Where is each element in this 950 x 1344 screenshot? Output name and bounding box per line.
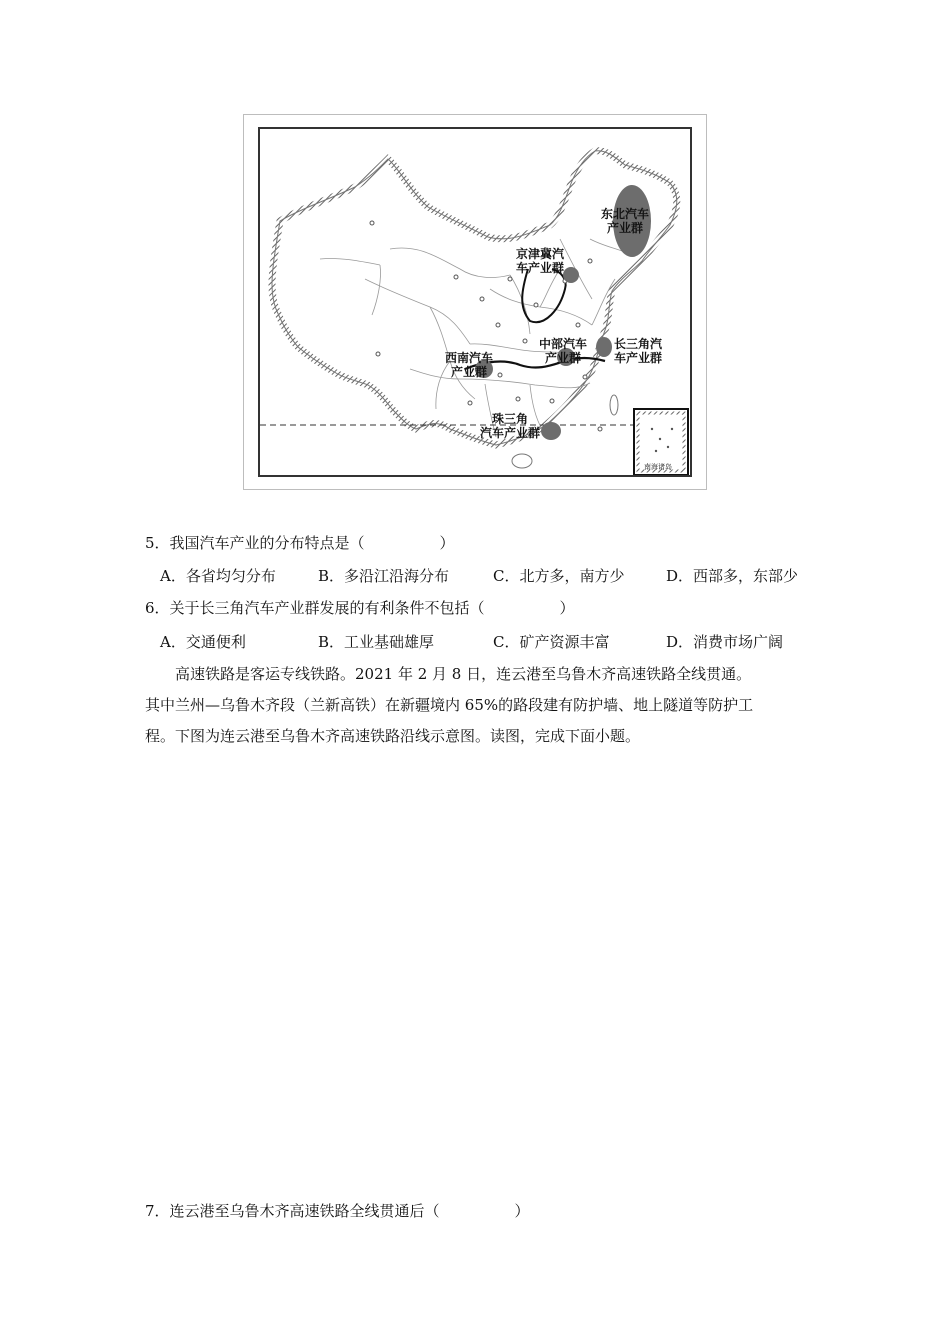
china-auto-industry-map	[243, 114, 707, 490]
label-northeast-cluster: 东北汽车 产业群	[601, 207, 650, 235]
cluster-jingjinji	[563, 267, 579, 283]
passage-line: 程。下图为连云港至乌鲁木齐高速铁路沿线示意图。读图，完成下面小题。	[145, 727, 641, 745]
question-5-option-a: A．各省均匀分布	[160, 567, 276, 585]
map-canvas	[258, 127, 692, 477]
question-6-option-a: A．交通便利	[160, 633, 246, 651]
label-yangtze-cluster: 长三角汽 车产业群	[614, 337, 663, 365]
passage	[145, 659, 810, 752]
cluster-yangtze	[596, 337, 612, 357]
passage-line: 高速铁路是客运专线铁路。2021 年 2 月 8 日，连云港至乌鲁木齐高速铁路全线贯通。	[145, 665, 752, 683]
cluster-prd	[541, 422, 561, 440]
label-central-cluster: 中部汽车 产业群	[539, 337, 588, 365]
label-inset: 南海诸岛	[644, 463, 672, 471]
question-5-stem: 5．我国汽车产业的分布特点是（ ）	[145, 534, 455, 552]
question-6-option-c: C．矿产资源丰富	[493, 633, 610, 651]
passage-line: 其中兰州—乌鲁木齐段（兰新高铁）在新疆境内 65%的路段建有防护墙、地上隧道等防护工	[145, 696, 754, 714]
question-6-option-b: B．工业基础雄厚	[318, 633, 435, 651]
question-6-stem: 6．关于长三角汽车产业群发展的有利条件不包括（ ）	[145, 599, 575, 617]
question-5-option-d: D．西部多，东部少	[666, 567, 799, 585]
question-5-option-c: C．北方多，南方少	[493, 567, 625, 585]
map-drawing	[260, 129, 692, 477]
label-southwest-cluster: 西南汽车 产业群	[445, 351, 494, 379]
china-border	[272, 151, 677, 445]
city-dots	[370, 219, 617, 431]
hainan-island	[512, 454, 532, 468]
thick-boundary	[522, 269, 565, 322]
label-jingjinji-cluster: 京津冀汽 车产业群	[516, 247, 565, 275]
taiwan-island	[610, 395, 618, 415]
question-6-option-d: D．消费市场广阔	[666, 633, 784, 651]
question-5-option-b: B．多沿江沿海分布	[318, 567, 450, 585]
label-prd-cluster: 珠三角 汽车产业群	[480, 412, 541, 440]
question-7-stem: 7．连云港至乌鲁木齐高速铁路全线贯通后（ ）	[145, 1202, 530, 1220]
